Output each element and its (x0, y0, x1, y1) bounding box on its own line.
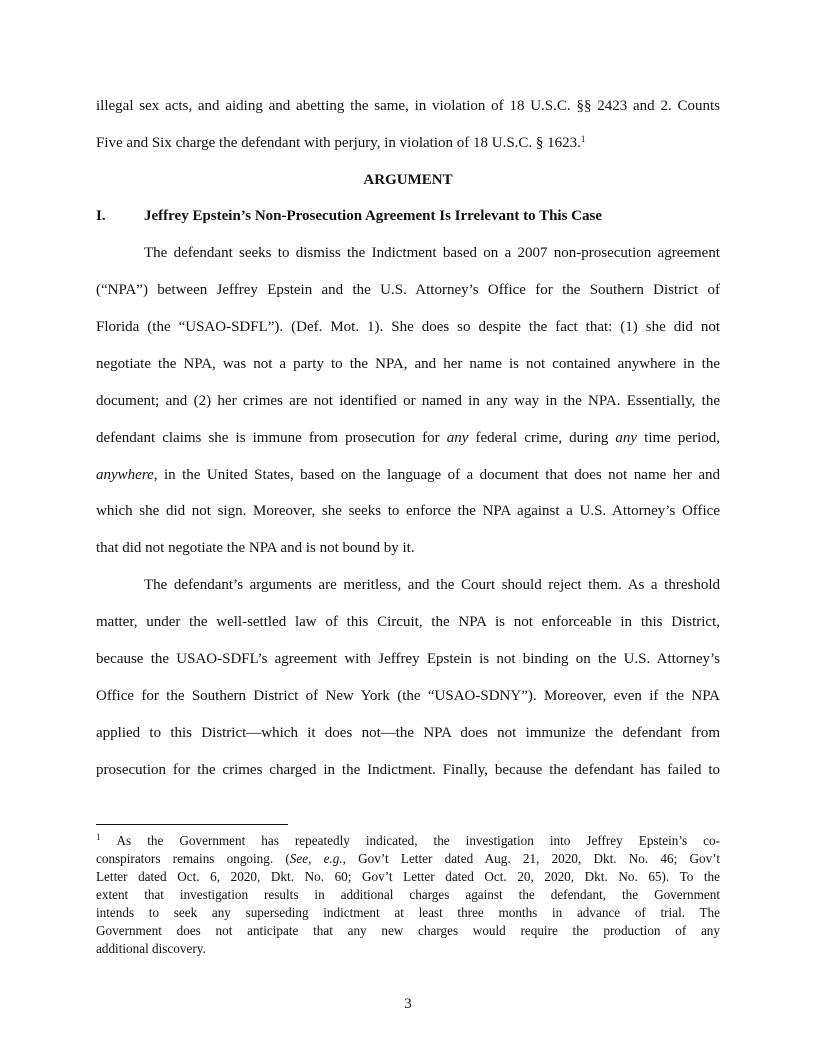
body-line: applied to this District—which it does not—the NPA does not immunize the defendant from (96, 725, 720, 741)
document-page (96, 0, 720, 1056)
body-line: illegal sex acts, and aiding and abetting the same, in violation of 18 U.S.C. §§ 2423 and 2. Counts (96, 98, 720, 114)
footnote-line: Government does not anticipate that any new charges would require the production of any (96, 923, 720, 938)
body-line: Office for the Southern District of New York (the “USAO-SDNY”). Moreover, even if the NPA (96, 688, 720, 704)
body-line: anywhere, in the United States, based on the language of a document that does not name her and (96, 467, 720, 483)
section-heading (96, 206, 720, 226)
body-line: which she did not sign. Moreover, she seeks to enforce the NPA against a U.S. Attorney’s Office (96, 503, 720, 519)
footnote-line: additional discovery. (96, 941, 206, 956)
footnote-line: intends to seek any superseding indictment at least three months in advance of trial. The (96, 905, 720, 920)
footnote-separator (96, 824, 288, 825)
footnote-line: $^1$ As the Government has repeatedly indicated, the investigation into Jeffrey Epstein’s co- (96, 832, 720, 848)
section-title: Jeffrey Epstein’s Non-Prosecution Agreement Is Irrelevant to This Case (144, 208, 603, 224)
body-line: (“NPA”) between Jeffrey Epstein and the U.S. Attorney’s Office for the Southern District of (96, 282, 720, 298)
body-line: negotiate the NPA, was not a party to the NPA, and her name is not contained anywhere in the (96, 356, 720, 372)
footnote-number: 1 (96, 832, 101, 842)
body-line: Florida (the “USAO-SDFL”). (Def. Mot. 1). She does so despite the fact that: (1) she did not (96, 319, 720, 335)
body-line: The defendant seeks to dismiss the Indictment based on a 2007 non-prosecution agreement (144, 245, 720, 261)
body-line: Five and Six charge the defendant with perjury, in violation of 18 U.S.C. § 1623.$^1$ (96, 134, 586, 151)
body-line: that did not negotiate the NPA and is not bound by it. (96, 540, 415, 556)
body-line: prosecution for the crimes charged in the Indictment. Finally, because the defendant has failed to (96, 762, 720, 778)
body-line: defendant claims she is immune from prosecution for any federal crime, during any time period, (96, 430, 720, 446)
page-number: 3 (404, 996, 412, 1012)
section-number: I. (96, 208, 106, 224)
footnote-reference: 1 (580, 134, 586, 144)
body-line: document; and (2) her crimes are not identified or named in any way in the NPA. Essentially, the (96, 393, 720, 409)
body-line: The defendant’s arguments are meritless, and the Court should reject them. As a threshold (144, 577, 720, 593)
footnote-line: conspirators remains ongoing. (See, e.g., Gov’t Letter dated Aug. 21, 2020, Dkt. No. 46; Gov’t (96, 851, 720, 866)
body-line: because the USAO-SDFL’s agreement with Jeffrey Epstein is not binding on the U.S. Attorney’s (96, 651, 720, 667)
footnote-line: Letter dated Oct. 6, 2020, Dkt. No. 60; Gov’t Letter dated Oct. 20, 2020, Dkt. No. 65). To the (96, 869, 720, 884)
body-line: matter, under the well-settled law of this Circuit, the NPA is not enforceable in this District, (96, 614, 720, 630)
footnote-line: extent that investigation results in additional charges against the defendant, the Government (96, 887, 720, 902)
argument-heading: ARGUMENT (363, 172, 453, 188)
